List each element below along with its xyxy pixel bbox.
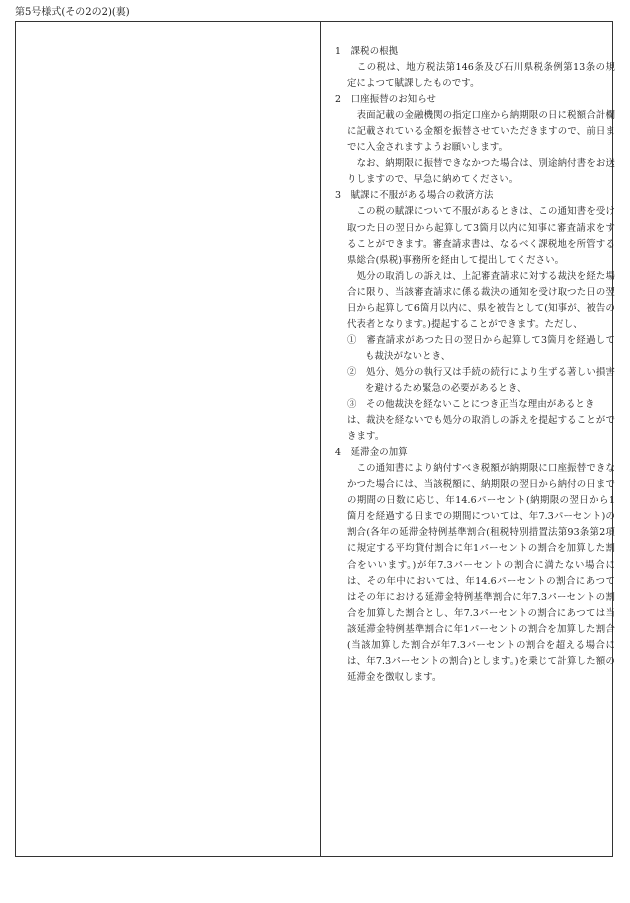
- section-3-heading: 3 賦課に不服がある場合の救済方法: [335, 190, 494, 202]
- section-1-body: この税は、地方税法第146条及び石川県税条例第13条の規定によつて賦課したものです。: [347, 62, 615, 90]
- section-1-heading: 1 課税の根拠: [335, 46, 399, 57]
- section-2-heading: 2 口座振替のお知らせ: [335, 94, 437, 106]
- section-4-body: この通知書により納付すべき税額が納期限に口座振替できなかつた場合には、当該税額に、納期限の翌日から納付の日までの期間の日数に応じ、年14.6パーセント(納期限の翌日から1箇月を経過する日までの期間については、年7.3パーセント)の割合(各年の延滞金特例基準割合(租税特別措置法第93条第2項に規定する平均貸付割合に年1パーセントの割合を加算した割合をいいます。)が年7.3パーセントの割合に満たない場合には、その年中においては、年14.6パーセントの割合にあつてはその年における延滞金特例基準割合に年7.3パーセントの割合を加算した割合とし、年7.3パーセントの割合にあつては当該延滞金特例基準割合に年1パーセントの割合を加算した割合(当該加算した割合が年7.3パーセントの割合を超える場合には、年7.3パーセントの割合)とします。)を乗じて計算した額の延滞金を徴収します。: [347, 463, 615, 683]
- section-3-paragraph-2: 処分の取消しの訴えは、上記審査請求に対する裁決を経た場合に限り、当該審査請求に係る裁決の通知を受け取つた日の翌日から起算して6箇月以内に、県を被告として(知事が、被告の代表者となります。)提起することができます。ただし、: [347, 270, 615, 330]
- section-2-paragraph-2: なお、納期限に振替できなかつた場合は、別途納付書をお送りしますので、早急に納めてください。: [347, 158, 615, 186]
- section-3-paragraph-3: は、裁決を経ないでも処分の取消しの訴えを提起することができます。: [347, 415, 615, 443]
- section-3-paragraph-1: この税の賦課について不服があるときは、この通知書を受け取つた日の翌日から起算して3箇月以内に知事に審査請求をすることができます。審査請求書は、なるべく課税地を所管する県総合(県税)事務所を経由して提出してください。: [347, 206, 615, 266]
- notes-content: [335, 44, 615, 686]
- section-2-paragraph-1: 表面記載の金融機関の指定口座から納期限の日に税額合計欄に記載されている金額を振替させていただきますので、前日までに入金されますようお願いします。: [347, 110, 615, 154]
- section-3-item-1: ① 審査請求があつた日の翌日から起算して3箇月を経過しても裁決がないとき、: [347, 334, 615, 362]
- section-3-item-3: ③ その他裁決を経ないことにつき正当な理由があるとき: [347, 399, 595, 411]
- left-blank-panel: [16, 22, 320, 856]
- section-4-heading: 4 延滞金の加算: [335, 447, 408, 459]
- notes-panel: [322, 22, 615, 856]
- form-frame: [15, 21, 613, 857]
- column-divider: [320, 22, 321, 856]
- form-label: 第5号様式(その2の2)(裏): [15, 7, 130, 18]
- section-3-item-2: ② 処分、処分の執行又は手続の続行により生ずる著しい損害を避けるため緊急の必要があるとき、: [347, 366, 615, 394]
